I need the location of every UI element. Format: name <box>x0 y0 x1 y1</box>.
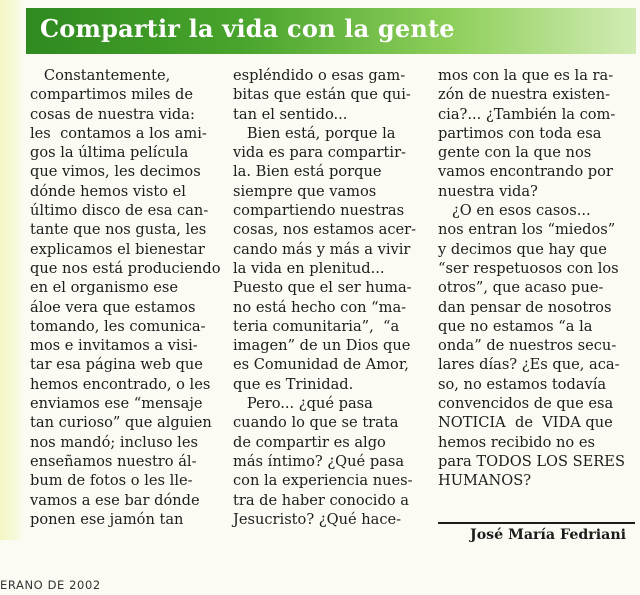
text-line: Pero... ¿qué pasa <box>233 395 373 413</box>
issue-footer: ERANO DE 2002 <box>0 578 101 592</box>
text-line: compartiendo nuestras <box>233 202 405 220</box>
text-line: ¿O en esos casos... <box>438 202 591 220</box>
text-line: ponen ese jamón tan <box>30 510 184 528</box>
text-line: gente con la que nos <box>438 144 592 162</box>
text-line: bum de fotos o les lle- <box>30 472 193 490</box>
text-line: onda” de nuestros secu- <box>438 337 617 355</box>
text-line: cuando lo que se trata <box>233 414 399 432</box>
text-line: vida es para compartir- <box>233 144 406 162</box>
text-line: Jesucristo? ¿Qué hace- <box>233 510 402 528</box>
text-line: con la experiencia nues- <box>233 472 413 490</box>
text-line: gos la última película <box>30 144 189 162</box>
text-line: Puesto que el ser huma- <box>233 279 412 297</box>
article-column-3 <box>438 66 638 491</box>
text-line: lares días? ¿Es que, aca- <box>438 356 620 374</box>
text-line: último disco de esa can- <box>30 202 209 220</box>
text-line: compartimos miles de <box>30 86 194 104</box>
text-line: cosas, nos estamos acer- <box>233 221 417 239</box>
text-line: vamos a ese bar dónde <box>30 491 200 509</box>
text-line: so, no estamos todavía <box>438 375 607 393</box>
text-line: tan el sentido... <box>233 105 348 123</box>
text-line: mos e invitamos a visi- <box>30 337 198 355</box>
text-line: que es Trinidad. <box>233 375 354 393</box>
text-line: otros”, que acaso pue- <box>438 279 604 297</box>
text-line: enviamos ese “mensaje <box>30 395 203 413</box>
text-line: tante que nos gusta, les <box>30 221 207 239</box>
text-line: tra de haber conocido a <box>233 491 409 509</box>
text-line: NOTICIA de VIDA que <box>438 414 613 432</box>
text-line: Bien está, porque la <box>233 124 396 142</box>
article-title: Compartir la vida con la gente <box>40 14 455 43</box>
text-line: “ser respetuosos con los <box>438 259 619 277</box>
text-line: áloe vera que estamos <box>30 298 196 316</box>
text-line: es Comunidad de Amor, <box>233 356 409 374</box>
text-line: teria comunitaria”, “a <box>233 317 400 335</box>
text-line: tomando, les comunica- <box>30 317 206 335</box>
text-line: bitas que están que qui- <box>233 86 411 104</box>
text-line: tan curioso” que alguien <box>30 414 212 432</box>
text-line: cando más y más a vivir <box>233 240 411 258</box>
text-line: tar esa página web que <box>30 356 203 374</box>
text-line: para TODOS LOS SERES <box>438 452 625 470</box>
text-line: nos mandó; incluso les <box>30 433 198 451</box>
article-column-1 <box>30 66 225 529</box>
text-line: les contamos a los ami- <box>30 124 207 142</box>
text-line: la. Bien está porque <box>233 163 382 181</box>
text-line: hemos encontrado, o les <box>30 375 211 393</box>
text-line: la vida en plenitud... <box>233 259 385 277</box>
text-line: zón de nuestra existen- <box>438 86 611 104</box>
article-title-banner <box>26 8 636 54</box>
text-line: espléndido o esas gam- <box>233 67 406 84</box>
text-line: cia?... ¿También la com- <box>438 105 616 123</box>
text-line: partimos con toda esa <box>438 124 602 142</box>
text-line: siempre que vamos <box>233 182 377 200</box>
page-edge-strip <box>0 0 24 540</box>
text-line: dónde hemos visto el <box>30 182 186 200</box>
text-line: y decimos que hay que <box>438 240 607 258</box>
text-line: no está hecho con “ma- <box>233 298 407 316</box>
text-line: Constantemente, <box>30 67 171 84</box>
text-line: convencidos de que esa <box>438 395 614 413</box>
text-line: enseñamos nuestro ál- <box>30 452 197 470</box>
article-column-2 <box>233 66 428 529</box>
text-line: de compartir es algo <box>233 433 386 451</box>
text-line: dan pensar de nosotros <box>438 298 612 316</box>
text-line: explicamos el bienestar <box>30 240 205 258</box>
text-line: mos con la que es la ra- <box>438 67 614 84</box>
text-line: que nos está produciendo <box>30 259 221 277</box>
text-line: HUMANOS? <box>438 472 532 490</box>
text-line: hemos recibido no es <box>438 433 595 451</box>
text-line: nos entran los “miedos” <box>438 221 616 239</box>
text-line: imagen” de un Dios que <box>233 337 411 355</box>
author-signature: José María Fedriani <box>470 527 627 543</box>
text-line: que no estamos “a la <box>438 317 593 335</box>
text-line: en el organismo ese <box>30 279 179 297</box>
text-line: nuestra vida? <box>438 182 538 200</box>
signature-rule <box>438 522 635 524</box>
text-line: más íntimo? ¿Qué pasa <box>233 452 405 470</box>
text-line: vamos encontrando por <box>438 163 613 181</box>
text-line: que vimos, les decimos <box>30 163 201 181</box>
text-line: cosas de nuestra vida: <box>30 105 195 123</box>
